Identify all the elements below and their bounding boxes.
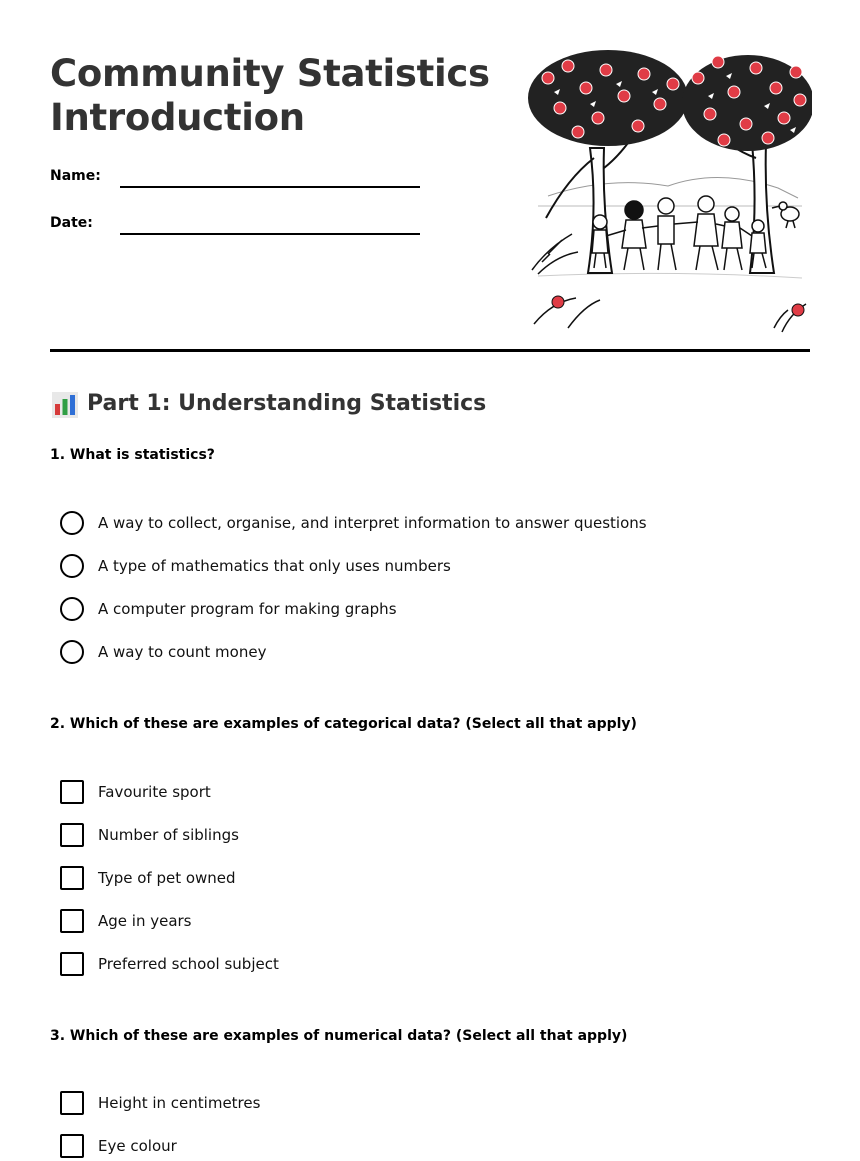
title-line-1: Community Statistics <box>50 52 490 95</box>
option-label: Age in years <box>98 912 192 930</box>
children-under-flowering-trees-illustration <box>528 48 812 334</box>
option-label: Eye colour <box>98 1137 177 1155</box>
option-label: Height in centimetres <box>98 1094 261 1112</box>
date-line[interactable] <box>120 233 420 235</box>
name-field[interactable] <box>50 166 420 190</box>
header-divider <box>50 349 810 352</box>
bar-chart-icon <box>52 392 78 418</box>
option-label: A way to count money <box>98 643 267 661</box>
radio-button[interactable] <box>60 554 84 578</box>
question-2: 2. Which of these are examples of categorical data? (Select all that apply) <box>50 716 637 732</box>
option-label: A way to collect, organise, and interpret information to answer questions <box>98 514 647 532</box>
checkbox[interactable] <box>60 780 84 804</box>
checkbox[interactable] <box>60 1091 84 1115</box>
checkbox[interactable] <box>60 1134 84 1158</box>
option-label: A computer program for making graphs <box>98 600 397 618</box>
option-label: Preferred school subject <box>98 955 279 973</box>
name-label: Name: <box>50 168 101 184</box>
option-label: A type of mathematics that only uses numbers <box>98 557 451 575</box>
radio-button[interactable] <box>60 640 84 664</box>
checkbox[interactable] <box>60 823 84 847</box>
checkbox[interactable] <box>60 952 84 976</box>
name-line[interactable] <box>120 186 420 188</box>
checkbox[interactable] <box>60 909 84 933</box>
date-label: Date: <box>50 215 93 231</box>
radio-button[interactable] <box>60 511 84 535</box>
option-label: Number of siblings <box>98 826 239 844</box>
section-title: Part 1: Understanding Statistics <box>87 391 487 416</box>
title-line-2: Introduction <box>50 96 305 139</box>
radio-button[interactable] <box>60 597 84 621</box>
date-field[interactable] <box>50 213 420 237</box>
option-label: Type of pet owned <box>98 869 236 887</box>
question-1: 1. What is statistics? <box>50 447 215 463</box>
option-label: Favourite sport <box>98 783 211 801</box>
question-3: 3. Which of these are examples of numerical data? (Select all that apply) <box>50 1028 628 1044</box>
checkbox[interactable] <box>60 866 84 890</box>
page-title <box>50 52 490 140</box>
